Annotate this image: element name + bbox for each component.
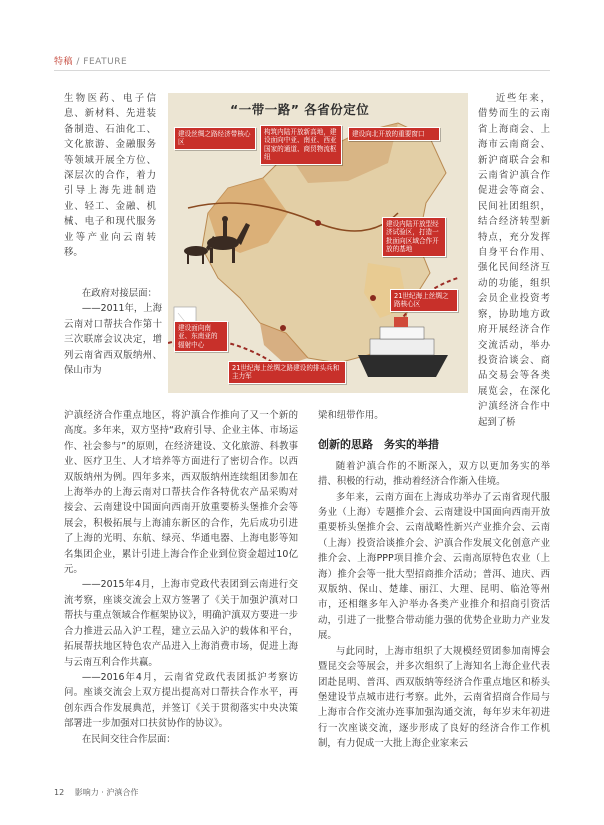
page-number: 12 xyxy=(54,788,65,797)
feature-label: FEATURE xyxy=(83,57,128,67)
header-rule xyxy=(54,70,550,71)
bottom-left-column xyxy=(64,408,298,747)
section-label: 特稿 xyxy=(54,57,74,67)
paragraph: ——2016年4月，云南省党政代表团抵沪考察访问。座谈交流会上双方提出提高对口帮扶合作水平，再创东西合作发展典范，并签订《关于贯彻落实中央决策部署进一步加强对口扶贫协作的协议》。 xyxy=(64,671,298,730)
left-column-text xyxy=(64,91,156,260)
paragraph: 与此同时，上海市组织了大规模经贸团参加南博会暨昆交会等展会，并多次组织了上海知名上海企业代表团赴昆明、普洱、西双版纳等经济合作重点地区和桥头堡建设节点城市进行考察。此外，云南省招商合作局与上海市合作交流办连事加强沟通交流，每年岁末年初进行一次座谈交流，逐步形成了良好的经济合作工作机制，有力促成一大批上海企业家来云 xyxy=(318,645,550,750)
paragraph: 随着沪滇合作的不断深入，双方以更加务实的举措、积极的行动，推动着经济合作渐入佳境。 xyxy=(318,460,550,488)
right-column-text xyxy=(478,91,550,430)
map-callout: 建设丝绸之路经济带核心区 xyxy=(174,127,256,150)
publication-name: 影响力 · 沪滇合作 xyxy=(74,788,139,797)
paragraph: 多年来，云南方面在上海成功举办了云南省现代服务业（上海）专题推介会、云南建设中国面向西南开放重要桥头堡推介会、云南战略性新兴产业推介会、云南（上海）投资洽谈推介会、沪滇合作发展文化创意产业推介会、上海PPP项目推介会、云南高原特色农业（上海）推介会等一批大型招商推介活动；普洱、迪庆、西双版纳、保山、楚雄、丽江、大理、昆明、临沧等州市，还相继多年入沪举办各类产业推介和招商引资活动，引进了一批整合带动能力强的优势企业助力产业发展。 xyxy=(318,491,550,642)
map-callout: 建设内陆开放型经济试验区，打造一批面向区域合作开放的基地 xyxy=(382,217,446,257)
paragraph: ——2011年，上海云南对口帮扶合作第十三次联席会议决定，增列云南省西双版纳州、保山市为 xyxy=(64,303,162,377)
paragraph: 在民间交往合作层面： xyxy=(81,733,176,745)
belt-road-map xyxy=(168,93,468,393)
paragraph: 沪滇经济合作重点地区，将沪滇合作推向了又一个新的高度。多年来，双方坚持“政府引导、企业主体、市场运作、社会参与”的原则，在经济建设、文化旅游、科教事业、医疗卫生、人才培养等方面进行了密切合作。以西双版纳州为例。四年多来，西双版纳州连续组团参加在上海举办的上海云南对口帮扶合作各特优农产品采购对接会、云南建设中国面向西南开放重要桥头堡推介会等展会，积极拓展与上海浦东新区的合作，先后成功引进了上海的光明、东航、绿亮、华通电器、上海电影等知名集团企业，累计引进上海合作企业到位资金超过10亿元。 xyxy=(64,410,298,576)
section-header xyxy=(54,54,127,67)
map-callout: 21世纪海上丝绸之路核心区 xyxy=(390,289,458,312)
map-callout: 21世纪海上丝绸之路建设的排头兵和主力军 xyxy=(228,361,346,384)
paragraph: ——2015年4月，上海市党政代表团到云南进行交流考察，座谈交流会上双方签署了《关于加强沪滇对口帮扶与重点领域合作框架协议》，明确沪滇双方要进一步合力推进云品入沪工程，建立云品入沪的载体和平台，拓展帮扶地区特色农产品进入上海消费市场，促进上海与云南互利合作共赢。 xyxy=(64,579,298,668)
paragraph: 近些年来，借势而生的云南省上海商会、上海市云南商会、新沪商联合会和云南省沪滇合作促进会等商会、民间社团组织，结合经济转型新特点，充分发挥自身平台作用、强化民间经济互动的功能，组织会员企业投资考察，协助地方政府开展经济合作交流活动，举办投资洽谈会、商品交易会等各类展览会，在深化沪滇经济合作中起到了桥 xyxy=(478,93,550,428)
middle-column-text xyxy=(64,286,162,378)
map-callout: 建设面向南亚、东南亚的辐射中心 xyxy=(174,321,228,352)
map-callout: 建设向北开放的重要窗口 xyxy=(348,127,440,141)
page-footer xyxy=(54,787,138,798)
paragraph: 梁和纽带作用。 xyxy=(318,410,384,421)
paragraph: 生物医药、电子信息、新材料、先进装备制造、石油化工、文化旅游、金融服务等领域开展全方位、深层次的合作，着力引导上海先进制造业、轻工、金融、机械、电子和现代服务业等产业向云南转移。 xyxy=(64,93,156,259)
bottom-right-column xyxy=(318,408,550,752)
map-title: “一带一路” 各省份定位 xyxy=(230,102,370,117)
section-title: 创新的思路 务实的举措 xyxy=(318,438,439,452)
map-callout: 构筑内陆开放新高地，建设面向中亚、南亚、西亚国家的通道、商贸物流枢纽 xyxy=(260,125,342,165)
header-separator: / xyxy=(73,57,84,67)
paragraph: 在政府对接层面： xyxy=(81,288,157,299)
